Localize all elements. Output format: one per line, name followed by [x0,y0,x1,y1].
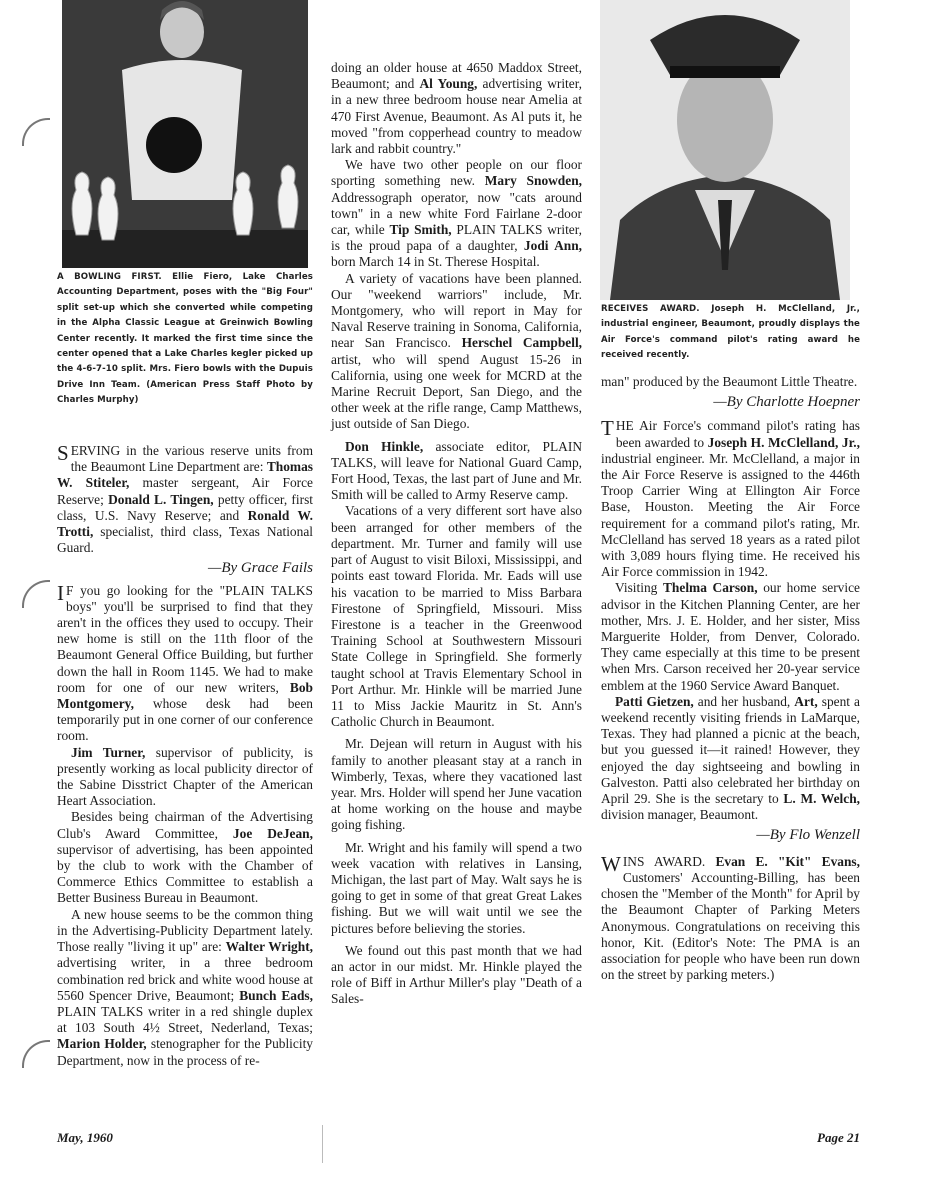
bowling-photo [62,0,308,268]
page-number: Page 21 [817,1130,860,1145]
text-run: A variety of vacations have been planned. Our "weekend warriors" include, Mr. Montgomery, who will report in May for Naval Reserve training in Sonoma, California, near San Francisco. [331,270,582,351]
text-run: supervisor of advertising, has been appointed by the club to work with the Chamber of Commerce Ethics Committee to establish a Better Business Bureau in Beaumont. [57,841,313,906]
article-paragraph [601,374,860,390]
text-run: master sergeant, Air Force Reserve; [57,475,313,507]
text-run: Mr. Wright and his family will spend a two week vacation with relatives in Lansing, Michigan, the last part of May. Walt says he is going to get in some of that great Great Lakes fishing. But we will wait until we see the pictures before believing the stories. [331,839,582,936]
bold-name: Bob Montgomery, [57,679,313,712]
text-run: born March 14 in St. Therese Hospital. [331,254,540,270]
bold-name: Marion Holder, [57,1036,147,1052]
wins-award-paragraph [601,851,860,984]
article-paragraph [331,60,582,157]
text-run: whose desk had been temporarily put in one corner of our conference room. [57,696,313,744]
article-paragraph [331,503,582,730]
drop-cap: I [57,580,64,605]
text-run: A new house seems to be the common thing in the Advertising-Publicity Department lately. Those really "living it up" are: [57,906,313,955]
article-paragraph [57,745,313,810]
text-run: doing an older house at 4650 Maddox Street, Beaumont; and [331,60,582,92]
byline-flo-wenzell: —By Flo Wenzell [756,827,860,844]
bold-name: Ronald W. Trotti, [57,507,313,540]
column-1 [57,443,313,1069]
text-run: advertising writer, in a new three bedroom house near Amelia at 470 First Avenue, Beaumont. As Al puts it, he moved "from copperhead country to meadow lark and rabbit country." [331,76,582,157]
text-run: We have two other people on our floor sporting something new. [331,157,582,189]
text-run: and her husband, [693,693,795,709]
bold-name: Art, [794,693,818,709]
text-run: Joseph H. McClelland, Jr., industrial engineer, Beaumont, proudly displays the Air Force's command pilot's rating award he received recently. [601,304,860,361]
bold-name: Mary Snowden, [484,173,582,189]
text-run: Ellie Fiero, Lake Charles Accounting Department, poses with the "Big Four" split set-up which she converted while competing in the Alpha Classic League at Greinwich Bowling Center recently. It marked the first time since the center opened that a Lake Charles kegler picked up the 4-6-7-10 split. Mrs. Fiero bowls with the Dupuis Drive Inn Team. (American Press Staff Photo by Charles Murphy) [57,272,313,406]
bold-name: Donald L. Tingen, [108,491,214,507]
binder-hole-mark [22,580,50,608]
bold-name: Jim Turner, [71,744,146,760]
text-run: specialist, third class, Texas National Guard. [57,524,313,556]
reserve-units-paragraph [57,443,313,556]
text-run: advertising writer, in a three bedroom combination red brick and white wood house at 5560 Spencer Drive, Beaumont; [57,955,313,1003]
text-run: Mr. Dejean will return in August with his family to another pleasant stay at a ranch in Wimberly, Texas, where they vacationed last year. Mrs. Holder will spend her June vacation at home working on the house and maybe going fishing. [331,736,582,833]
binder-hole-mark [22,118,50,146]
article-paragraph [331,736,582,833]
bold-name: A BOWLING FIRST. [57,272,173,282]
text-run: petty officer, first class, U.S. Navy Reserve; and [57,491,314,523]
article-paragraph [331,271,582,433]
text-run: spent a weekend recently visiting friends in LaMarque, Texas. They had planned a picnic at the beach, but you guessed it—it rained! However, they enjoyed the day sightseeing and bowling in Galveston. Patti also celebrated her birthday on April 29. She is the secretary to [601,693,860,807]
column-2 [331,60,582,1008]
bold-name: Thelma Carson, [663,580,758,596]
officer-portrait-photo [600,0,850,300]
pilot-rating-paragraph [601,418,860,580]
drop-cap: S [57,441,69,465]
text-run: F you go looking for the "PLAIN TALKS boys" you'll be surprised to find that they aren't in the offices they used to occupy. Their new home is still on the 11th floor of the Beaumont General Office Building, but further down the hall in Room 1145. We had to make room for one of our new writers, [57,582,313,695]
bowling-photo-caption [57,270,313,409]
article-paragraph [331,157,582,270]
bold-name: Patti Gietzen, [615,693,694,709]
article-paragraph [331,943,582,1008]
bold-name: Al Young, [419,76,478,92]
drop-cap: T [601,416,614,441]
binder-hole-mark [22,1040,50,1068]
bold-name: Tip Smith, [389,222,452,238]
article-paragraph [331,840,582,937]
plain-talks-paragraph [57,580,313,745]
drop-cap: W [601,851,621,876]
text-run: INS AWARD. [622,853,716,869]
article-paragraph [331,439,582,504]
text-run: Besides being chairman of the Advertising Club's Award Committee, [57,809,313,841]
text-run: division manager, Beaumont. [601,807,759,823]
text-run: artist, who will spend August 15-26 in California, using one week for MCRD at the Marine Recruit Deport, San Diego, and the other week at the rifle range, Camp Matthews, just outside of San Diego. [331,351,582,432]
article-paragraph [57,907,313,1069]
text-run: HE Air Force's command pilot's rating has been awarded to [615,418,860,450]
text-run: man" produced by the Beaumont Little Theatre. [601,374,858,389]
text-run: Vacations of a very different sort have also been arranged for other members of the department. Mr. Turner and family will use part of August to visit Biloxi, Mississippi, and points east toward Florida. Mr. Eads will use his vacation to be married to Miss Barbara Firestone of Springfield, Missouri. Miss Firestone is a teacher in the Greenwood Training School at Southwestern Missouri State College in Springfield. She formerly taught school at Travis Elementary School in Port Arthur. Mr. Hinkle will be married June 11 to Miss Jackie Mauritz in St. Ann's Catholic Church in Beaumont. [331,503,582,730]
bold-name: Herschel Campbell, [461,335,583,351]
footer-date: May, 1960 [57,1130,113,1145]
byline-grace-fails: —By Grace Fails [208,560,313,577]
text-run: industrial engineer. Mr. McClelland, a major in the Air Force Reserve is assigned to the 446th Troop Carrier Wing at Ellington Air Force Base, Houston. Meeting the Air Force requirement for a command pilot's rating, Mr. McClelland has served 18 years as a rated pilot with 3,089 hours flying time. He received his Air Force commission in 1942. [601,450,860,580]
text-run: stenographer for the Publicity Department, now in the process of re- [57,1036,313,1068]
column-divider [322,1125,323,1163]
bold-name: Walter Wright, [225,939,314,955]
article-paragraph [57,809,313,906]
bold-name: L. M. Welch, [783,791,860,807]
bold-name: Thomas W. Stiteler, [57,459,313,491]
text-run: ERVING in the various reserve units from the Beaumont Line Department are: [70,443,313,475]
article-paragraph [601,694,860,824]
column-3 [601,374,860,983]
text-run: Customers' Accounting-Billing, has been chosen the "Member of the Month" for April by the Beaumont Chapter of Parking Meters Anonymous. Congratulations on receiving this honor, Kit. (Editor's Note: The PMA is an association for people who have been run down on the street by parking meters.) [601,869,860,983]
text-run: Visiting [615,580,663,596]
award-photo-caption [601,302,860,364]
text-run: our home service advisor in the Kitchen Planning Center, are her mother, Mrs. J. E. Holder, and her sister, Miss Marguerite Holder, from Denver, Colorado. They came especially at this time to be present when Mrs. Carson received her 20-year service emblem at the 1960 Service Award Banquet. [601,580,860,693]
byline-charlotte-hoepner: —By Charlotte Hoepner [713,394,860,411]
bold-name: Joseph H. McClelland, Jr., [707,434,860,450]
bold-name: Jodi Ann, [523,238,582,254]
text-run: PLAIN TALKS writer, is the proud papa of a daughter, [331,222,582,254]
text-run: We found out this past month that we had an actor in our midst. Mr. Hinkle played the role of Biff in Arthur Miller's play "Death of a Sales- [331,942,582,1007]
text-run: Addressograph operator, now "cats around town" in a new white Ford Fairlane 2-door car, while [331,189,582,238]
bold-name: Joe DeJean, [232,825,313,841]
text-run: associate editor, PLAIN TALKS, will leave for National Guard Camp, Fort Hood, Texas, the last part of June and Mr. Smith will be called to Army Reserve camp. [331,438,582,503]
bold-name: RECEIVES AWARD. [601,304,712,314]
article-paragraph [601,580,860,693]
text-run: supervisor of publicity, is presently working as local publicity director of the Sabine Disstrict Chapter of the American Heart Association. [57,744,313,809]
bold-name: Don Hinkle, [345,438,424,454]
text-run: PLAIN TALKS writer in a red shingle duplex at 103 South 4½ Street, Nederland, Texas; [57,1003,313,1036]
bold-name: Bunch Eads, [239,987,313,1003]
bold-name: Evan E. "Kit" Evans, [715,853,860,869]
